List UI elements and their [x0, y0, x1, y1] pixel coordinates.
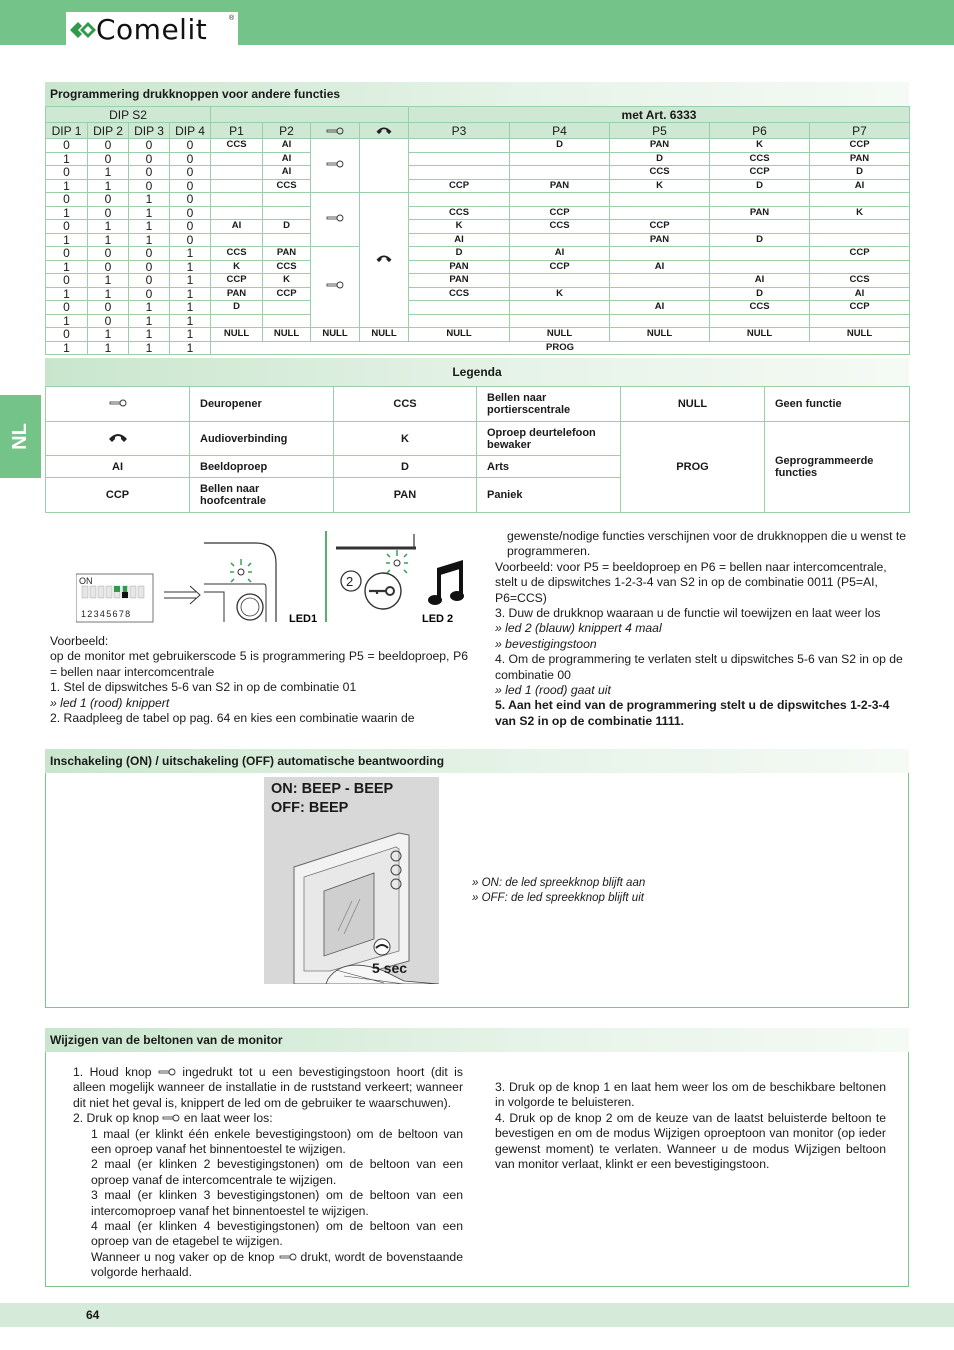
ringtone-step2: 2. Druk op knop en laat weer los:	[73, 1111, 273, 1126]
duration-label: 5 sec	[372, 960, 408, 976]
col-header-key-icon	[311, 123, 360, 139]
p5-cell	[610, 314, 710, 328]
p2-cell: AI	[263, 152, 311, 166]
p5-cell: D	[610, 152, 710, 166]
key-merged-cell	[311, 139, 360, 193]
p4-cell	[510, 301, 610, 315]
dip-value: 1	[129, 220, 170, 234]
p1-cell: K	[211, 260, 263, 274]
dip-value: 0	[129, 260, 170, 274]
p2-cell	[263, 193, 311, 207]
p5-cell: CCS	[610, 166, 710, 180]
p7-cell	[810, 260, 910, 274]
p4-cell	[510, 152, 610, 166]
legend-table	[45, 386, 910, 513]
p4-cell: AI	[510, 247, 610, 261]
table-row	[46, 274, 910, 288]
p4-cell	[510, 314, 610, 328]
dip-value: 0	[170, 152, 211, 166]
legend-pan-text: Paniek	[477, 478, 621, 513]
dip-value: 1	[88, 274, 129, 288]
p4-cell	[510, 193, 610, 207]
p2-cell: AI	[263, 166, 311, 180]
dip-value: 0	[46, 193, 88, 207]
example-step2: 2. Raadpleeg de tabel op pag. 64 en kies een combinatie waarin de	[50, 711, 415, 726]
dip-value: 0	[170, 233, 211, 247]
p4-cell	[510, 166, 610, 180]
handset-null-cell: NULL	[360, 328, 409, 342]
dip-value: 1	[88, 220, 129, 234]
p2-cell	[263, 206, 311, 220]
col-header: P2	[263, 123, 311, 139]
language-tab	[0, 395, 41, 478]
p3-cell: K	[409, 220, 510, 234]
p2-cell: PAN	[263, 247, 311, 261]
p6-cell: CCP	[710, 166, 810, 180]
dip-value: 1	[46, 260, 88, 274]
ringtone-option4: 4 maal (er klinken 4 bevestigingstonen) om de beltoon van een oproep van de etagebel te wijzigen.	[91, 1219, 463, 1249]
dip-value: 1	[88, 166, 129, 180]
dip-value: 1	[46, 314, 88, 328]
p2-cell: NULL	[263, 328, 311, 342]
legend-door-opener: Deuropener	[190, 387, 334, 422]
dip-value: 1	[170, 274, 211, 288]
dip-value: 0	[170, 166, 211, 180]
p3-cell	[409, 301, 510, 315]
note-off: » OFF: de led spreekknop blijft uit	[472, 892, 644, 904]
p1-cell: PAN	[211, 287, 263, 301]
col-header: P7	[810, 123, 910, 139]
p3-cell: PAN	[409, 274, 510, 288]
table-row	[46, 206, 910, 220]
p7-cell: D	[810, 166, 910, 180]
p3-cell: CCP	[409, 179, 510, 193]
dip-value: 0	[129, 139, 170, 153]
p6-cell	[710, 193, 810, 207]
dip-value: 1	[170, 287, 211, 301]
language-tab-label: NL	[8, 423, 31, 450]
dip-value: 1	[170, 328, 211, 342]
p2-cell	[263, 314, 311, 328]
p5-cell: NULL	[610, 328, 710, 342]
p3-cell: CCS	[409, 206, 510, 220]
example-step3: 3. Duw de drukknop waaraan u de functie wil toewijzen en laat weer los	[495, 606, 881, 621]
table-row	[46, 260, 910, 274]
p4-cell: CCP	[510, 206, 610, 220]
legend-ccp-code: CCP	[46, 478, 190, 513]
dip-value: 0	[46, 247, 88, 261]
dip-group-header: DIP S2	[46, 107, 211, 123]
programming-body	[46, 139, 910, 355]
legend-null-code: NULL	[621, 387, 765, 422]
dip-value: 1	[46, 152, 88, 166]
music-note-icon	[428, 560, 464, 605]
dip-numbers: 12345678	[81, 609, 132, 619]
p3-cell: D	[409, 247, 510, 261]
p2-cell: K	[263, 274, 311, 288]
key-inline-icon	[158, 1068, 176, 1076]
legend-pan-code: PAN	[334, 478, 477, 513]
dip-value: 0	[46, 328, 88, 342]
p2-cell	[263, 301, 311, 315]
dip-value: 0	[170, 139, 211, 153]
monitor-drawing	[264, 821, 439, 984]
p7-cell	[810, 314, 910, 328]
example-2: Voorbeeld: voor P5 = beeldoproep en P6 = bellen naar intercomcentrale, stelt u de dipswitches 1-2-3-4 van S2 in op de combinatie 0011 (P5=AI, P6=CCS)	[495, 559, 887, 605]
legend-ccs-code: CCS	[334, 387, 477, 422]
table-row	[46, 152, 910, 166]
example-continue: gewenste/nodige functies verschijnen voor de drukknoppen die u wenst te programmeren.	[507, 529, 907, 559]
ringtone-step1: 1. Houd knop ingedrukt tot u een bevestigingstoon hoort (dit is alleen mogelijk wanneer de installatie in de ruststand verkeert; wanneer dit niet het geval is, knippert de led om de gebruiker te waarschuwen).	[73, 1065, 463, 1110]
table-row	[46, 301, 910, 315]
key-inline-icon	[162, 1114, 180, 1122]
dip-value: 1	[129, 233, 170, 247]
p4-cell: K	[510, 287, 610, 301]
table-row	[46, 314, 910, 328]
p5-cell	[610, 247, 710, 261]
ringtone-right-column	[495, 1080, 886, 1172]
dip-value: 0	[46, 166, 88, 180]
table-row	[46, 139, 910, 153]
monitor-corner-icon	[204, 543, 276, 622]
brand-name: Comelit	[96, 13, 208, 46]
p2-cell	[263, 233, 311, 247]
dip-value: 1	[88, 328, 129, 342]
p2-cell: CCS	[263, 260, 311, 274]
key-merged-cell	[311, 193, 360, 247]
legend-ai-code: AI	[46, 456, 190, 478]
dip-value: 0	[170, 220, 211, 234]
legend-prog-code: PROG	[621, 422, 765, 513]
p5-cell	[610, 287, 710, 301]
dip-value: 0	[88, 152, 129, 166]
p7-cell: CCP	[810, 247, 910, 261]
dip-value: 0	[170, 179, 211, 193]
page-number: 64	[86, 1308, 100, 1322]
example-right-column	[495, 529, 909, 729]
p6-cell: D	[710, 287, 810, 301]
dip-value: 1	[88, 287, 129, 301]
p3-cell: NULL	[409, 328, 510, 342]
p1-cell	[211, 179, 263, 193]
p2-cell: CCS	[263, 179, 311, 193]
p3-cell	[409, 152, 510, 166]
example-step3-sub1: » led 2 (blauw) knippert 4 maal	[495, 621, 662, 636]
prog-cell: PROG	[211, 341, 910, 355]
p3-cell	[409, 314, 510, 328]
ringtone-repeat: Wanneer u nog vaker op de knop drukt, wordt de bovenstaande volgorde herhaald.	[91, 1249, 463, 1280]
p4-cell: NULL	[510, 328, 610, 342]
led1-label: LED1	[289, 613, 318, 625]
dip-value: 0	[129, 247, 170, 261]
p7-cell	[810, 193, 910, 207]
dip-value: 0	[88, 206, 129, 220]
legend-ccp-text: Bellen naar hoofcentrale	[190, 478, 334, 513]
p3-cell: CCS	[409, 287, 510, 301]
p1-cell	[211, 206, 263, 220]
example-line1: op de monitor met gebruikerscode 5 is programmering P5 = beeldoproep, P6 = bellen naar intercomcentrale	[50, 649, 468, 679]
example-step5: 5. Aan het eind van de programmering stelt u de dipswitches 1-2-3-4 van S2 in op de combinatie 1111.	[495, 698, 890, 728]
dip-value: 0	[46, 139, 88, 153]
p6-cell: D	[710, 233, 810, 247]
comelit-logo-mark	[70, 20, 96, 40]
p1-cell: CCP	[211, 274, 263, 288]
col-header: P3	[409, 123, 510, 139]
p7-cell: AI	[810, 287, 910, 301]
col-header: P1	[211, 123, 263, 139]
programming-table	[45, 106, 910, 355]
legend-audio: Audioverbinding	[190, 422, 334, 456]
table-row-prog	[46, 341, 910, 355]
legend-prog-text: Geprogrammeerde functies	[765, 422, 910, 513]
ringtone-left-column	[73, 1065, 463, 1281]
p6-cell	[710, 314, 810, 328]
p7-cell: K	[810, 206, 910, 220]
ringtone-option2: 2 maal (er klinken 2 bevestigingstonen) om de beltoon van een oproep vanaf de intercomcentrale te wijzigen.	[91, 1157, 463, 1187]
beep-off-label: OFF: BEEP	[271, 800, 349, 816]
dip-value: 0	[129, 287, 170, 301]
p4-cell: CCS	[510, 220, 610, 234]
col-header: P4	[510, 123, 610, 139]
p2-cell: AI	[263, 139, 311, 153]
table-row	[46, 247, 910, 261]
section-title-ringtones: Wijzigen van de beltonen van de monitor	[45, 1028, 909, 1052]
dip-value: 1	[46, 206, 88, 220]
dip-value: 1	[129, 341, 170, 355]
dip-value: 1	[88, 233, 129, 247]
p4-cell	[510, 274, 610, 288]
ringtone-step3: 3. Druk op de knop 1 en laat hem weer los om de beschikbare beltonen in volgorde te beluisteren.	[495, 1080, 886, 1110]
dip-value: 1	[46, 287, 88, 301]
dip-value: 1	[88, 179, 129, 193]
dip-value: 0	[88, 193, 129, 207]
p2-cell: D	[263, 220, 311, 234]
legend-ai-text: Beeldoproep	[190, 456, 334, 478]
dip-value: 0	[129, 166, 170, 180]
key-merged-cell	[311, 247, 360, 328]
table-row	[46, 166, 910, 180]
column-header-row	[46, 123, 910, 139]
dip-value: 1	[129, 301, 170, 315]
legend-title: Legenda	[45, 358, 909, 386]
dip-value: 0	[129, 179, 170, 193]
led1-dot	[238, 569, 244, 575]
legend-ccs-text: Bellen naar portierscentrale	[477, 387, 621, 422]
auto-answer-notes	[472, 876, 772, 906]
dip-value: 0	[88, 260, 129, 274]
dip-value: 1	[46, 179, 88, 193]
dip-value: 1	[170, 314, 211, 328]
dip-value: 1	[170, 301, 211, 315]
p5-cell: AI	[610, 301, 710, 315]
table-row	[46, 193, 910, 207]
legend-null-text: Geen functie	[765, 387, 910, 422]
dip-value: 0	[170, 193, 211, 207]
p7-cell: PAN	[810, 152, 910, 166]
p1-cell	[211, 233, 263, 247]
dip-value: 1	[46, 341, 88, 355]
p1-cell: NULL	[211, 328, 263, 342]
table-row	[46, 328, 910, 342]
key-inline-icon	[279, 1253, 297, 1261]
dip-value: 1	[170, 247, 211, 261]
example-step1: 1. Stel de dipswitches 5-6 van S2 in op de combinatie 01	[50, 680, 357, 695]
dip-value: 1	[46, 233, 88, 247]
dip-value: 0	[46, 301, 88, 315]
col-header: P6	[710, 123, 810, 139]
table-row	[46, 179, 910, 193]
p7-cell: CCP	[810, 301, 910, 315]
dip-value: 1	[129, 193, 170, 207]
p7-cell	[810, 220, 910, 234]
p6-cell: CCS	[710, 301, 810, 315]
dip-value: 0	[129, 152, 170, 166]
dip-value: 0	[170, 206, 211, 220]
legend-handset-icon	[46, 422, 190, 456]
p6-cell: AI	[710, 274, 810, 288]
dip-on-label: ON	[79, 576, 93, 586]
programming-illustration	[76, 528, 476, 628]
p4-cell	[510, 233, 610, 247]
dip-value: 0	[88, 139, 129, 153]
col-header: P5	[610, 123, 710, 139]
ringtone-option1: 1 maal (er klinkt één enkele bevestigingstoon) om de beltoon van een oproep vanaf het binnentoestel te wijzigen.	[91, 1126, 463, 1157]
table-row	[46, 233, 910, 247]
col-header-handset-icon	[360, 123, 409, 139]
p6-cell	[710, 247, 810, 261]
dip-value: 0	[88, 314, 129, 328]
dip-value: 1	[129, 328, 170, 342]
p4-cell: D	[510, 139, 610, 153]
p5-cell	[610, 193, 710, 207]
p5-cell: PAN	[610, 233, 710, 247]
p5-cell	[610, 206, 710, 220]
p1-cell	[211, 314, 263, 328]
p6-cell: D	[710, 179, 810, 193]
note-on: » ON: de led spreekknop blijft aan	[472, 877, 646, 889]
arrow-right-icon	[164, 586, 200, 604]
art-header: met Art. 6333	[409, 107, 910, 123]
led2-dot	[394, 560, 400, 566]
p3-cell: PAN	[409, 260, 510, 274]
example-left-column	[50, 634, 468, 726]
example-step3-sub2: » bevestigingstoon	[495, 636, 597, 651]
led2-label: LED 2	[422, 613, 454, 625]
p5-cell	[610, 274, 710, 288]
p7-cell	[810, 233, 910, 247]
p3-cell: AI	[409, 233, 510, 247]
table-row	[46, 287, 910, 301]
registered-mark: ®	[229, 15, 235, 22]
example-step4-sub: » led 1 (rood) gaat uit	[495, 683, 611, 698]
col-header: DIP 1	[46, 123, 88, 139]
legend-d-text: Arts	[477, 456, 621, 478]
p5-cell: CCP	[610, 220, 710, 234]
p2-cell: CCP	[263, 287, 311, 301]
p6-cell: NULL	[710, 328, 810, 342]
ringtone-step4: 4. Druk op de knop 2 om de keuze van de laatst beluisterde beltoon te bevestigen en om de modus Wijzigen oproeptoon van monitor (op ieder gewenst moment) te verlaten. Wanneer u de modus Wijzigen beltoon van monitor verlaat, klinkt er een bevestigingstoon.	[495, 1110, 886, 1172]
dip-value: 0	[46, 220, 88, 234]
legend-k-text: Oproep deurtelefoon bewaker	[477, 422, 621, 456]
dip-value: 1	[129, 314, 170, 328]
section-title-auto-answer: Inschakeling (ON) / uitschakeling (OFF) automatische beantwoording	[45, 749, 909, 773]
header-spacer	[211, 107, 409, 123]
dip-value: 1	[170, 260, 211, 274]
p7-cell: CCP	[810, 139, 910, 153]
p5-cell: AI	[610, 260, 710, 274]
dip-value: 0	[88, 247, 129, 261]
p5-cell: K	[610, 179, 710, 193]
p6-cell	[710, 220, 810, 234]
dip-value: 0	[46, 274, 88, 288]
p3-cell	[409, 193, 510, 207]
ringtone-option3: 3 maal (er klinken 3 bevestigingstonen) om de beltoon van een intercomoproep vanaf het binnentoestel te wijzigen.	[91, 1188, 463, 1218]
example-intro: Voorbeeld:	[50, 634, 109, 648]
handset-merged-cell	[360, 139, 409, 193]
p4-cell: PAN	[510, 179, 610, 193]
p1-cell: D	[211, 301, 263, 315]
p5-cell: PAN	[610, 139, 710, 153]
col-header: DIP 4	[170, 123, 211, 139]
number-2-label: 2	[346, 574, 354, 589]
p3-cell	[409, 166, 510, 180]
section-title-programming: Programmering drukknoppen voor andere functies	[45, 82, 909, 106]
p1-cell: AI	[211, 220, 263, 234]
p6-cell: K	[710, 139, 810, 153]
col-header: DIP 2	[88, 123, 129, 139]
legend-key-icon	[46, 387, 190, 422]
dip-value: 0	[129, 274, 170, 288]
p7-cell: CCS	[810, 274, 910, 288]
p3-cell	[409, 139, 510, 153]
footer-band	[0, 1303, 954, 1327]
handset-merged-cell	[360, 193, 409, 328]
beep-on-label: ON: BEEP - BEEP	[271, 781, 394, 797]
p1-cell: CCS	[211, 247, 263, 261]
p7-cell: NULL	[810, 328, 910, 342]
dip-value: 1	[88, 341, 129, 355]
p1-cell: CCS	[211, 139, 263, 153]
p6-cell: CCS	[710, 152, 810, 166]
p4-cell: CCP	[510, 260, 610, 274]
legend-k-code: K	[334, 422, 477, 456]
p6-cell: PAN	[710, 206, 810, 220]
p7-cell: AI	[810, 179, 910, 193]
p1-cell	[211, 166, 263, 180]
p1-cell	[211, 152, 263, 166]
dip-value: 1	[170, 341, 211, 355]
legend-d-code: D	[334, 456, 477, 478]
table-row	[46, 220, 910, 234]
monitor-illustration	[264, 777, 439, 984]
example-step1-sub: » led 1 (rood) knippert	[50, 695, 170, 710]
col-header: DIP 3	[129, 123, 170, 139]
key-null-cell: NULL	[311, 328, 360, 342]
dip-value: 1	[129, 206, 170, 220]
p6-cell	[710, 260, 810, 274]
dip-value: 0	[88, 301, 129, 315]
p1-cell	[211, 193, 263, 207]
example-step4: 4. Om de programmering te verlaten stelt u dipswitches 5-6 van S2 in op de combinatie 00	[495, 652, 903, 682]
